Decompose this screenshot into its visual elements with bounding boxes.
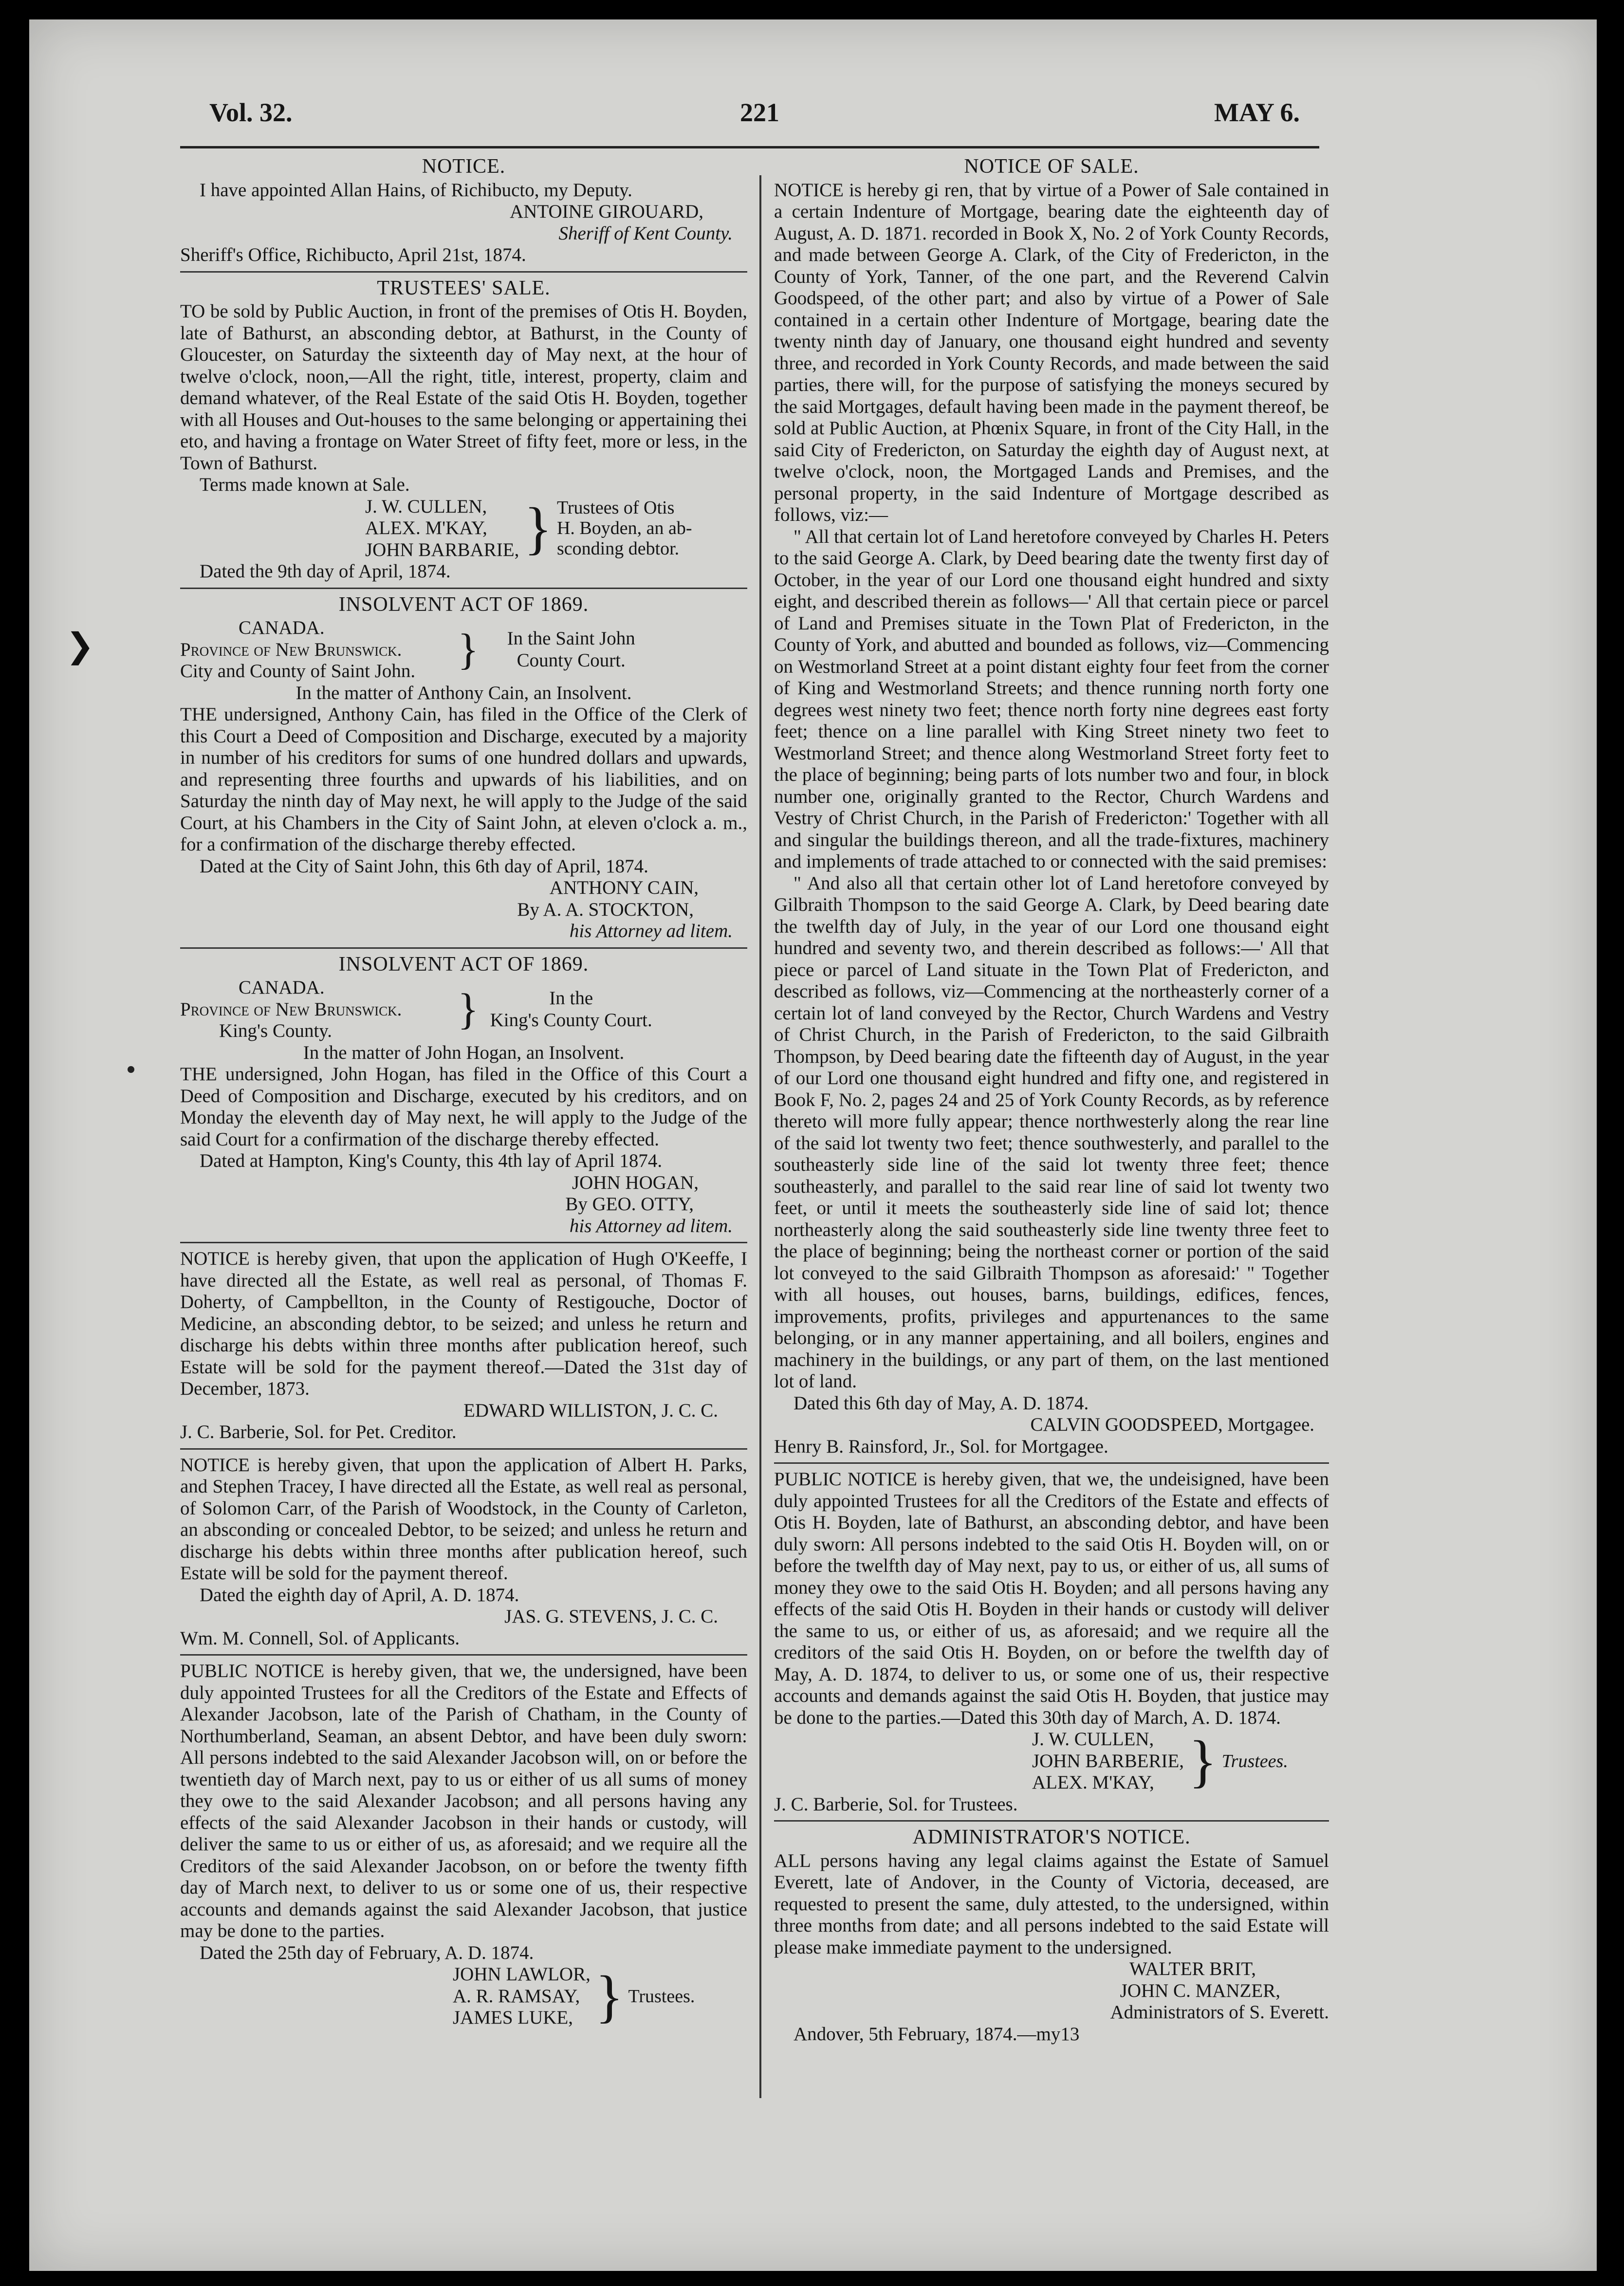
notice-insolvent-hogan [180, 954, 747, 1244]
solicitor-line: Henry B. Rainsford, Jr., Sol. for Mortgagee. [774, 1436, 1108, 1457]
signer-by: By A. A. STOCKTON, [517, 899, 694, 920]
canada-label: CANADA. [239, 617, 325, 638]
notice-title: INSOLVENT ACT OF 1869. [338, 593, 589, 616]
signer: ANTOINE GIROUARD, [510, 201, 703, 222]
notice-dated: Dated at Hampton, King's County, this 4th lay of April 1874. [200, 1150, 663, 1171]
stray-dot-glyph [128, 1066, 134, 1073]
signer-role: his Attorney ad litem. [569, 1215, 733, 1236]
solicitor-line: Wm. M. Connell, Sol. of Applicants. [180, 1627, 460, 1649]
notice-boyden-trustees [774, 1469, 1329, 1822]
notice-dated: Dated at the City of Saint John, this 6th day of April, 1874. [200, 855, 648, 877]
issue-date: MAY 6. [1214, 98, 1300, 127]
left-column [180, 156, 747, 2039]
trustee-role: Trustees. [628, 1986, 695, 2007]
notice-title: NOTICE OF SALE. [964, 155, 1139, 178]
county-label: City and County of Saint John. [180, 661, 416, 682]
matter-line: In the matter of Anthony Cain, an Insolvent. [295, 682, 632, 703]
province-label: Province of New Brunswick. [180, 998, 402, 1020]
notice-of-sale [774, 156, 1329, 1464]
solicitor-line: J. C. Barberie, Sol. for Trustees. [774, 1793, 1018, 1815]
notice-dated: Dated the 9th day of April, 1874. [200, 561, 451, 582]
trustee-name: JOHN BARBERIE, [1032, 1750, 1184, 1771]
jurisdiction [180, 617, 453, 682]
notice-terms: Terms made known at Sale. [200, 474, 410, 495]
trustee-signatures [365, 496, 747, 561]
notice-trustees-sale [180, 277, 747, 589]
notice-title: NOTICE. [422, 155, 506, 178]
brace-glyph: } [458, 625, 479, 674]
column-divider [759, 175, 761, 2098]
court-heading [180, 977, 747, 1042]
signer: ANTHONY CAIN, [549, 877, 699, 898]
notice-title: ADMINISTRATOR'S NOTICE. [912, 1826, 1191, 1848]
signer: JOHN HOGAN, [572, 1172, 699, 1193]
notice-dated: Dated this 6th day of May, A. D. 1874. [794, 1392, 1089, 1414]
trustee-name: J. W. CULLEN, [365, 496, 487, 517]
trustee-signatures [1032, 1729, 1329, 1794]
county-label: King's County. [219, 1020, 332, 1041]
canada-label: CANADA. [239, 977, 325, 998]
notice-body: NOTICE is hereby given, that upon the application of Albert H. Parks, and Stephen Tracey, I have directed all the Estate, as well real as personal, of Solomon Carr, of the Parish of Woodstock, in the County of Carleton, an absconding or concealed Debtor, to be seized; and unless he return and discharge his debts within three months after publication hereof, such Estate will be sold for the payment thereof. [180, 1454, 747, 1584]
court-name [483, 988, 659, 1031]
trustee-role-line: H. Boyden, an ab- [556, 518, 692, 539]
trustee-name: JOHN BARBARIE, [365, 539, 519, 560]
stray-mark-glyph: ❯ [66, 627, 94, 665]
notice-dated: Dated the 25th day of February, A. D. 1874. [200, 1942, 534, 1963]
trustee-name: ALEX. M'KAY, [365, 517, 487, 538]
signer-role: Sheriff of Kent County. [558, 222, 733, 244]
notice-body: ALL persons having any legal claims against the Estate of Samuel Everett, late of Andover, in the County of Victoria, deceased, are requested to present the same, duly attested, to the undersigned, within three months from date; and all persons indebted to the said Estate will please make immediate payment to the undersigned. [774, 1850, 1329, 1958]
notice-title: TRUSTEES' SALE. [377, 277, 551, 299]
notice-body: NOTICE is hereby given, that upon the application of Hugh O'Keeffe, I have directed all the Estate, as well real as personal, of Thomas F. Doherty, of Campbellton, in the County of Restigouche, Doctor of Medicine, an absconding debtor, to be seized; and unless he return and discharge his debts within three months after publication hereof, such Estate will be sold for the payment thereof.—Dated the 31st day of December, 1873. [180, 1248, 747, 1399]
notice-carr [180, 1455, 747, 1656]
trustee-name: JOHN LAWLOR, [453, 1964, 591, 1985]
notice-body: TO be sold by Public Auction, in front of the premises of Otis H. Boyden, late of Bathurst, an absconding debtor, at Bathurst, in the County of Gloucester, on Saturday the sixteenth day of May next, at the hour of twelve o'clock, noon,—All the right, title, interest, property, claim and demand whatever, of the Real Estate of the said Otis H. Boyden, together with all Houses and Out-houses to the same belonging or appertaining thei eto, and having a frontage on Water Street of fifty feet, more or less, in the Town of Bathurst. [180, 301, 747, 474]
signer-role: his Attorney ad litem. [569, 921, 733, 941]
jurisdiction [180, 977, 453, 1042]
notice-doherty [180, 1248, 747, 1450]
trustee-role-line: Trustees of Otis [556, 498, 675, 518]
trustee-names [365, 496, 519, 561]
notice-body: NOTICE is hereby gi ren, that by virtue of a Power of Sale contained in a certain Indenture of Mortgage, bearing date the eighteenth day of August, A. D. 1871. recorded in Book X, No. 2 of York County Records, and made between George A. Clark, of the City of Fredericton, in the County of York, Tanner, of the one part, and the Reverend Calvin Goodspeed, of the other part; and also by virtue of a Power of Sale contained in a certain other Indenture of Mortgage, bearing date the twenty ninth day of January, one thousand eight hundred and seventy three, and recorded in York County Records, and made between the said parties, there will, for the purpose of satisfying the moneys secured by the said Mortgages, default having been made in the payment thereof, be sold at Public Auction, at Phœnix Square, in front of the City Hall, in the said City of Fredericton, on Saturday the eighth day of August next, at twelve o'clock, noon, the Mortgaged Lands and Premises, and the personal property, in the said Indenture of Mortgage described as follows, viz:— [774, 179, 1329, 525]
trustee-name: A. R. RAMSAY, [453, 1985, 580, 2007]
trustee-name: JAMES LUKE, [453, 2007, 573, 2028]
brace-glyph: } [595, 1963, 624, 2028]
notice-body: THE undersigned, Anthony Cain, has filed in the Office of the Clerk of this Court a Deed of Composition and Discharge, executed by a majority in number of his creditors for sums of one hundred dollars and upwards, and representing three fourths and upwards of his liabilities, and on Saturday the ninth day of May next, he will apply to the Judge of the said Court, at his Chambers in the City of Saint John, at eleven o'clock a. m., for a confirmation of the discharge thereby effected. [180, 704, 747, 855]
trustee-role-line: sconding debtor. [556, 538, 680, 559]
notice-jacobson [180, 1660, 747, 2034]
notice-title: INSOLVENT ACT OF 1869. [338, 953, 589, 976]
signer: CALVIN GOODSPEED, Mortgagee. [1030, 1414, 1314, 1435]
brace-glyph: } [1189, 1728, 1217, 1793]
notice-body: " And also all that certain other lot of Land heretofore conveyed by Gilbraith Thompson to the said George A. Clark, by Deed bearing date the twelfth day of July, in the year of our Lord one thousand eight hundred and seventy two, and therein described as follows:—' All that piece or parcel of Land situate in the Town Plat of Fredericton, and described as follows, viz—Commencing at the northeasterly corner of a certain lot of land conveyed by the Rector, Church Wardens and Vestry of Christ Church, in the Parish of Fredericton, to the said Gilbraith Thompson, by Deed bearing date the fifteenth day of August, in the year of our Lord one thousand eight hundred and fifty one, and registered in Book F, No. 2, pages 24 and 25 of York County Records, as by reference thereto will more fully appear; thence northwesterly along the rear line of the said lot twenty two feet; thence southwesterly, and parallel to the southeasterly side line of the said lot twenty three feet; thence southeasterly, and parallel to the said rear line of said lot twenty two feet, or until it meets the southeasterly side line of said lot; thence northeasterly along the said southeasterly side line twenty three feet to the place of beginning; being the northeast corner or portion of the said lot conveyed to the said Gilbraith Thompson as aforesaid:' " Together with all houses, out houses, barns, buildings, edifices, fences, improvements, profits, privileges and appurtenances to the same belonging, or in any manner appertaining, and all boilers, engines and machinery in the buildings, or any part of them, on the last mentioned lot of land. [774, 872, 1329, 1392]
court-heading [180, 617, 747, 682]
brace-glyph: } [524, 496, 552, 561]
solicitor-line: J. C. Barberie, Sol. for Pet. Creditor. [180, 1421, 457, 1442]
signer: JAS. G. STEVENS, J. C. C. [504, 1606, 718, 1627]
trustee-role [557, 498, 692, 559]
notice-deputy [180, 156, 747, 273]
notice-insolvent-cain [180, 594, 747, 949]
notice-body: THE undersigned, John Hogan, has filed in the Office of this Court a Deed of Composition and Discharge, executed by his creditors, and on Monday the eleventh day of May next, he will apply to the Judge of the said Court for a confirmation of the discharge thereby effected. [180, 1064, 747, 1150]
notice-body: PUBLIC NOTICE is hereby given, that we, the undeisigned, have been duly appointed Trustees for all the Creditors of the Estate and effects of Otis H. Boyden, late of Bathurst, an absconding debtor, and have been duly sworn: All persons indebted to the said Otis H. Boyden will, on or before the twelfth day of May next, pay to us, or either of us, all sums of money they owe to the said Otis H. Boyden; and all persons having any effects of the said Otis H. Boyden in their hands or custody will deliver the same to us, or either of us, as aforesaid; and we require all the creditors of the said Otis H. Boyden, on or before the twelfth day of May, A. D. 1874, to deliver to us, or some one of us, their respective accounts and demands against the said Otis H. Boyden, that justice may be done to the parties.—Dated this 30th day of March, A. D. 1874. [774, 1469, 1329, 1728]
notice-footer: Andover, 5th February, 1874.—my13 [794, 2023, 1080, 2045]
brace-glyph: } [458, 985, 479, 1033]
matter-line: In the matter of John Hogan, an Insolvent. [303, 1042, 625, 1063]
trustee-signatures [453, 1964, 747, 2029]
trustee-role: Trustees. [1221, 1751, 1288, 1771]
signer: JOHN C. MANZER, [1120, 1980, 1280, 2001]
notice-dated: Dated the eighth day of April, A. D. 1874. [200, 1584, 519, 1605]
notice-footer: Sheriff's Office, Richibucto, April 21st, 1874. [180, 244, 526, 265]
header-rule [180, 146, 1319, 148]
volume-label: Vol. 32. [209, 98, 293, 127]
right-column [774, 156, 1329, 2055]
court-line: In the Saint John [507, 628, 635, 649]
notice-body: PUBLIC NOTICE is hereby given, that we, the undersigned, have been duly appointed Trustees for all the Creditors of the Estate and Effects of Alexander Jacobson, late of the Parish of Chatham, in the County of Northumberland, Seaman, an absent Debtor, and have been duly sworn: All persons indebted to the said Alexander Jacobson will, on or before the twentieth day of March next, pay to us or either of us all sums of money they owe to the said Alexander Jacobson; and all persons having any effects of the said Alexander Jacobson in their hands or custody, will deliver the same to us or either of us, as aforesaid; and we require all the Creditors of the said Alexander Jacobson, on or before the twenty fifth day of March next, to deliver to us or some one of us, their respective accounts and demands against the said Alexander Jacobson, that justice may be done to the parties. [180, 1660, 747, 1941]
court-line: King's County Court. [490, 1009, 652, 1031]
signer: WALTER BRIT, [1129, 1958, 1256, 1979]
trustee-names [1032, 1729, 1184, 1794]
notice-body: " All that certain lot of Land heretofore conveyed by Charles H. Peters to the said George A. Clark, by Deed bearing date the twenty first day of October, in the year of our Lord one thousand eight hundred and sixty eight, and described therein as follows—' All that certain piece or parcel of Land and Premises situate in the Town Plat of Fredericton, in the County of York, and abutted and bounded as follows, viz—Commencing on Westmorland Street at a point distant eighty four feet from the corner of King and Westmorland Streets; and thence running north forty one degrees west ninety two feet; thence north forty nine degrees east forty feet; thence on a line parallel with King Street ninety two feet to Westmorland Street; and thence along Westmorland Street forty feet to the place of beginning; being parts of lots number two and four, in block number one, originally granted to the Rector, Church Wardens and Vestry of Christ Church, in the Parish of Fredericton:' Together with all and singular the buildings thereon, and all the trade-fixtures, machinery and implements of trade attached to or connected with the said premises: [774, 526, 1329, 872]
trustee-names [453, 1964, 591, 2029]
trustee-name: ALEX. M'KAY, [1032, 1772, 1154, 1793]
court-line: County Court. [517, 649, 626, 671]
signer: EDWARD WILLISTON, J. C. C. [463, 1400, 718, 1421]
signer-by: By GEO. OTTY, [565, 1194, 694, 1215]
signer-role: Administrators of S. Everett. [1110, 2002, 1329, 2023]
page-number: 221 [740, 98, 779, 127]
court-line: In the [549, 988, 593, 1009]
page-header [180, 97, 1319, 151]
notice-body: I have appointed Allan Hains, of Richibucto, my Deputy. [200, 179, 632, 201]
trustee-name: J. W. CULLEN, [1032, 1729, 1154, 1750]
court-name [483, 628, 659, 671]
province-label: Province of New Brunswick. [180, 639, 402, 660]
notice-administrators [774, 1826, 1329, 2050]
